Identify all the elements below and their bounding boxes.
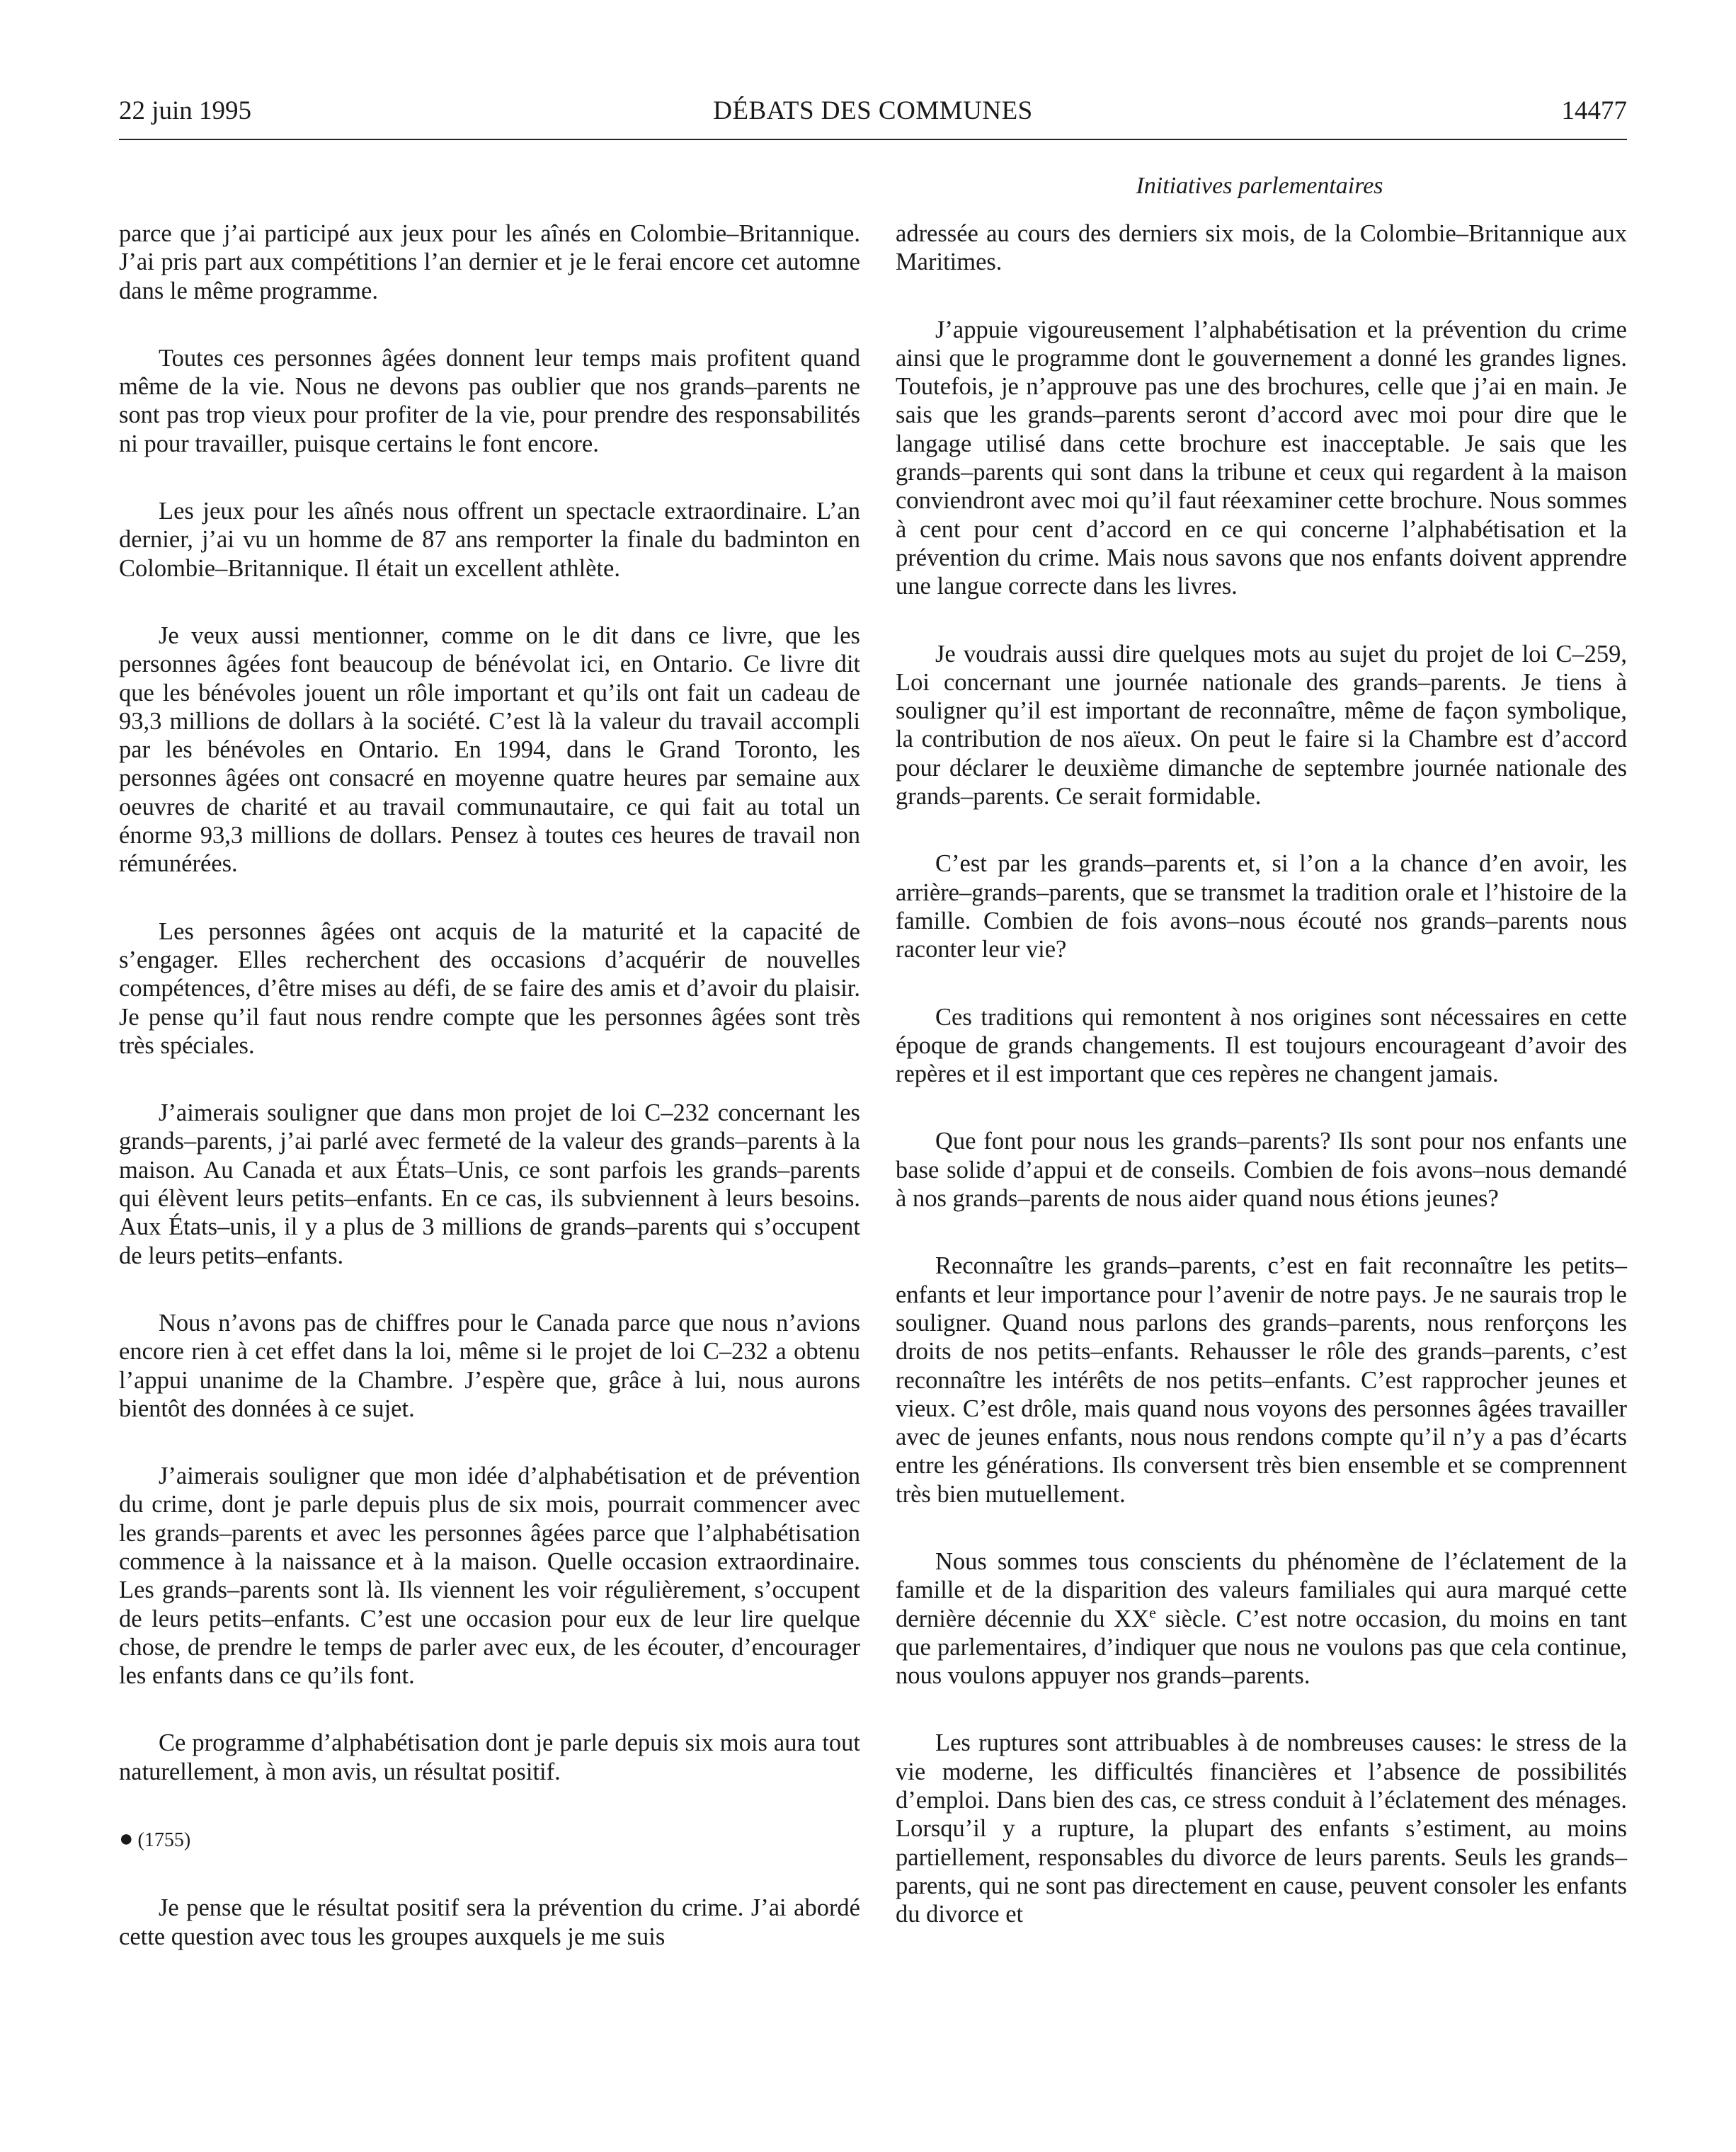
- paragraph: Ce programme d’alphabétisation dont je parle depuis six mois aura tout naturellement, à mon avis, un résultat positif.: [119, 1729, 860, 1785]
- paragraph: Je voudrais aussi dire quelques mots au sujet du projet de loi C–259, Loi concernant une journée nationale des grands–parents. Je tiens à souligner qu’il est important de reconnaître, même de façon symbolique, la contribution de nos aïeux. On peut le faire si la Chambre est d’accord pour déclarer le deuxième dimanche de septembre journée nationale des grands–parents. Ce serait formidable.: [896, 640, 1627, 811]
- paragraph: Les personnes âgées ont acquis de la maturité et la capacité de s’engager. Elles recherchent des occasions d’acquérir de nouvelles compétences, d’être mises au défi, de se faire des amis et d’avoir du plaisir. Je pense qu’il faut nous rendre compte que les personnes âgées sont très très spéciales.: [119, 917, 860, 1059]
- paragraph: Je pense que le résultat positif sera la prévention du crime. J’ai abordé cette question avec tous les groupes auxquels je me suis: [119, 1894, 860, 1950]
- paragraph: Je veux aussi mentionner, comme on le dit dans ce livre, que les personnes âgées font beaucoup de bénévolat ici, en Ontario. Ce livre dit que les bénévoles jouent un rôle important et qu’ils ont fait un cadeau de 93,3 millions de dollars à la société. C’est là la valeur du travail accompli par les bénévoles en Ontario. En 1994, dans le Grand Toronto, les personnes âgées ont consacré en moyenne quatre heures par semaine aux oeuvres de charité et au travail communautaire, ce qui fait au total un énorme 93,3 millions de dollars. Pensez à toutes ces heures de travail non rémunérées.: [119, 622, 860, 878]
- page-header: [119, 96, 1627, 138]
- paragraph: Les jeux pour les aînés nous offrent un spectacle extraordinaire. L’an dernier, j’ai vu un homme de 87 ans remporter la finale du badminton en Colombie–Britannique. Il était un excellent athlète.: [119, 498, 860, 582]
- paragraph: Ces traditions qui remontent à nos origines sont nécessaires en cette époque de grands changements. Il est toujours encourageant d’avoir des repères et il est important que ces repères ne changent jamais.: [896, 1003, 1627, 1088]
- paragraph: C’est par les grands–parents et, si l’on a la chance d’en avoir, les arrière–grands–parents, que se transmet la tradition orale et l’histoire de la famille. Combien de fois avons–nous écouté nos grands–parents nous raconter leur vie?: [896, 850, 1627, 963]
- paragraph: J’aimerais souligner que dans mon projet de loi C–232 concernant les grands–parents, j’ai parlé avec fermeté de la valeur des grands–parents à la maison. Au Canada et aux États–Unis, ce sont parfois les grands–parents qui élèvent leurs petits–enfants. En ce cas, ils subviennent à leurs besoins. Aux États–unis, il y a plus de 3 millions de grands–parents qui s’occupent de leurs petits–enfants.: [119, 1099, 860, 1269]
- paragraph: Les ruptures sont attribuables à de nombreuses causes: le stress de la vie moderne, les difficultés financières et l’absence de possibilités d’emploi. Dans bien des cas, ce stress conduit à l’éclatement des ménages. Lorsqu’il y a rupture, la plupart des enfants s’estiment, au moins partiellement, responsables du divorce de leurs parents. Seuls les grands–parents, qui ne sont pas directement en cause, peuvent consoler les enfants du divorce et: [896, 1729, 1627, 1928]
- paragraph: J’aimerais souligner que mon idée d’alphabétisation et de prévention du crime, dont je parle depuis plus de six mois, pourrait commencer avec les grands–parents et avec les personnes âgées parce que l’alphabétisation commence à la naissance et à la maison. Quelle occasion extraordinaire. Les grands–parents sont là. Ils viennent les voir régulièrement, s’occupent de leurs petits–enfants. C’est une occasion pour eux de leur lire quelque chose, de prendre le temps de parler avec eux, de les écouter, d’encourager les enfants dans ce qu’ils font.: [119, 1463, 860, 1690]
- paragraph-century: [896, 1547, 1627, 1690]
- paragraph: Reconnaître les grands–parents, c’est en fait reconnaître les petits–enfants et leur importance pour l’avenir de notre pays. Je ne saurais trop le souligner. Quand nous parlons des grands–parents, nous renforçons les droits de nos petits–enfants. Rehausser le rôle des grands–parents, c’est reconnaître les intérêts de nos petits–enfants. C’est rapprocher jeunes et vieux. C’est drôle, mais quand nous voyons des personnes âgées travailler avec de jeunes enfants, nous nous rendons compte qu’il n’y a pas d’écarts entre les générations. Ils conversent très bien ensemble et se comprennent très bien mutuellement.: [896, 1252, 1627, 1508]
- paragraph: Toutes ces personnes âgées donnent leur temps mais profitent quand même de la vie. Nous ne devons pas oublier que nos grands–parents ne sont pas trop vieux pour profiter de la vie, pour prendre des responsabilités ni pour travailler, puisque certains le font encore.: [119, 344, 860, 457]
- time-marker: [119, 1825, 860, 1855]
- header-title: DÉBATS DES COMMUNES: [713, 96, 1033, 125]
- paragraph: parce que j’ai participé aux jeux pour les aînés en Colombie–Britannique. J’ai pris part aux compétitions l’an dernier et je le ferai encore cet automne dans le même programme.: [119, 220, 860, 304]
- header-date: 22 juin 1995: [119, 96, 252, 125]
- century-text-before: Nous sommes tous conscients du phénomène de l’éclatement de la famille et de la disparition des valeurs familiales qui aura marqué cette dernière décennie du XX: [896, 1547, 1627, 1632]
- right-column: [896, 219, 1627, 1968]
- paragraph: adressée au cours des derniers six mois, de la Colombie–Britannique aux Maritimes.: [896, 220, 1627, 276]
- century-text-after: siècle. C’est notre occasion, du moins en tant que parlementaires, d’indiquer que nous ne voulons pas que cela continue, nous voulons appuyer nos grands–parents.: [896, 1605, 1627, 1690]
- paragraph: Nous n’avons pas de chiffres pour le Canada parce que nous n’avions encore rien à cet effet dans la loi, même si le projet de loi C–232 a obtenu l’appui unanime de la Chambre. J’espère que, grâce à lui, nous aurons bientôt des données à ce sujet.: [119, 1309, 860, 1422]
- century-superscript: e: [1149, 1603, 1156, 1622]
- left-column: [119, 219, 860, 1990]
- bullet-icon: ●: [119, 1826, 134, 1853]
- paragraph: J’appuie vigoureusement l’alphabétisation et la prévention du crime ainsi que le programme dont le gouvernement a donné les grandes lignes. Toutefois, je n’approuve pas une des brochures, celle que j’ai en main. Je sais que les grands–parents seront d’accord avec moi pour dire que le langage utilisé dans cette brochure est inacceptable. Je sais que les grands–parents qui sont dans la tribune et ceux qui regardent à la maison conviendront avec moi qu’il faut réexaminer cette brochure. Nous sommes à cent pour cent d’accord en ce qui concerne l’alphabétisation et la prévention du crime. Mais nous savons que nos enfants doivent apprendre une langue correcte dans les livres.: [896, 316, 1627, 600]
- section-label: Initiatives parlementaires: [1136, 173, 1383, 199]
- header-rule: [119, 139, 1627, 140]
- time-marker-text: (1755): [137, 1829, 191, 1852]
- header-page-number: 14477: [1561, 96, 1627, 125]
- paragraph: Que font pour nous les grands–parents? Ils sont pour nos enfants une base solide d’appui et de conseils. Combien de fois avons–nous demandé à nos grands–parents de nous aider quand nous étions jeunes?: [896, 1128, 1627, 1213]
